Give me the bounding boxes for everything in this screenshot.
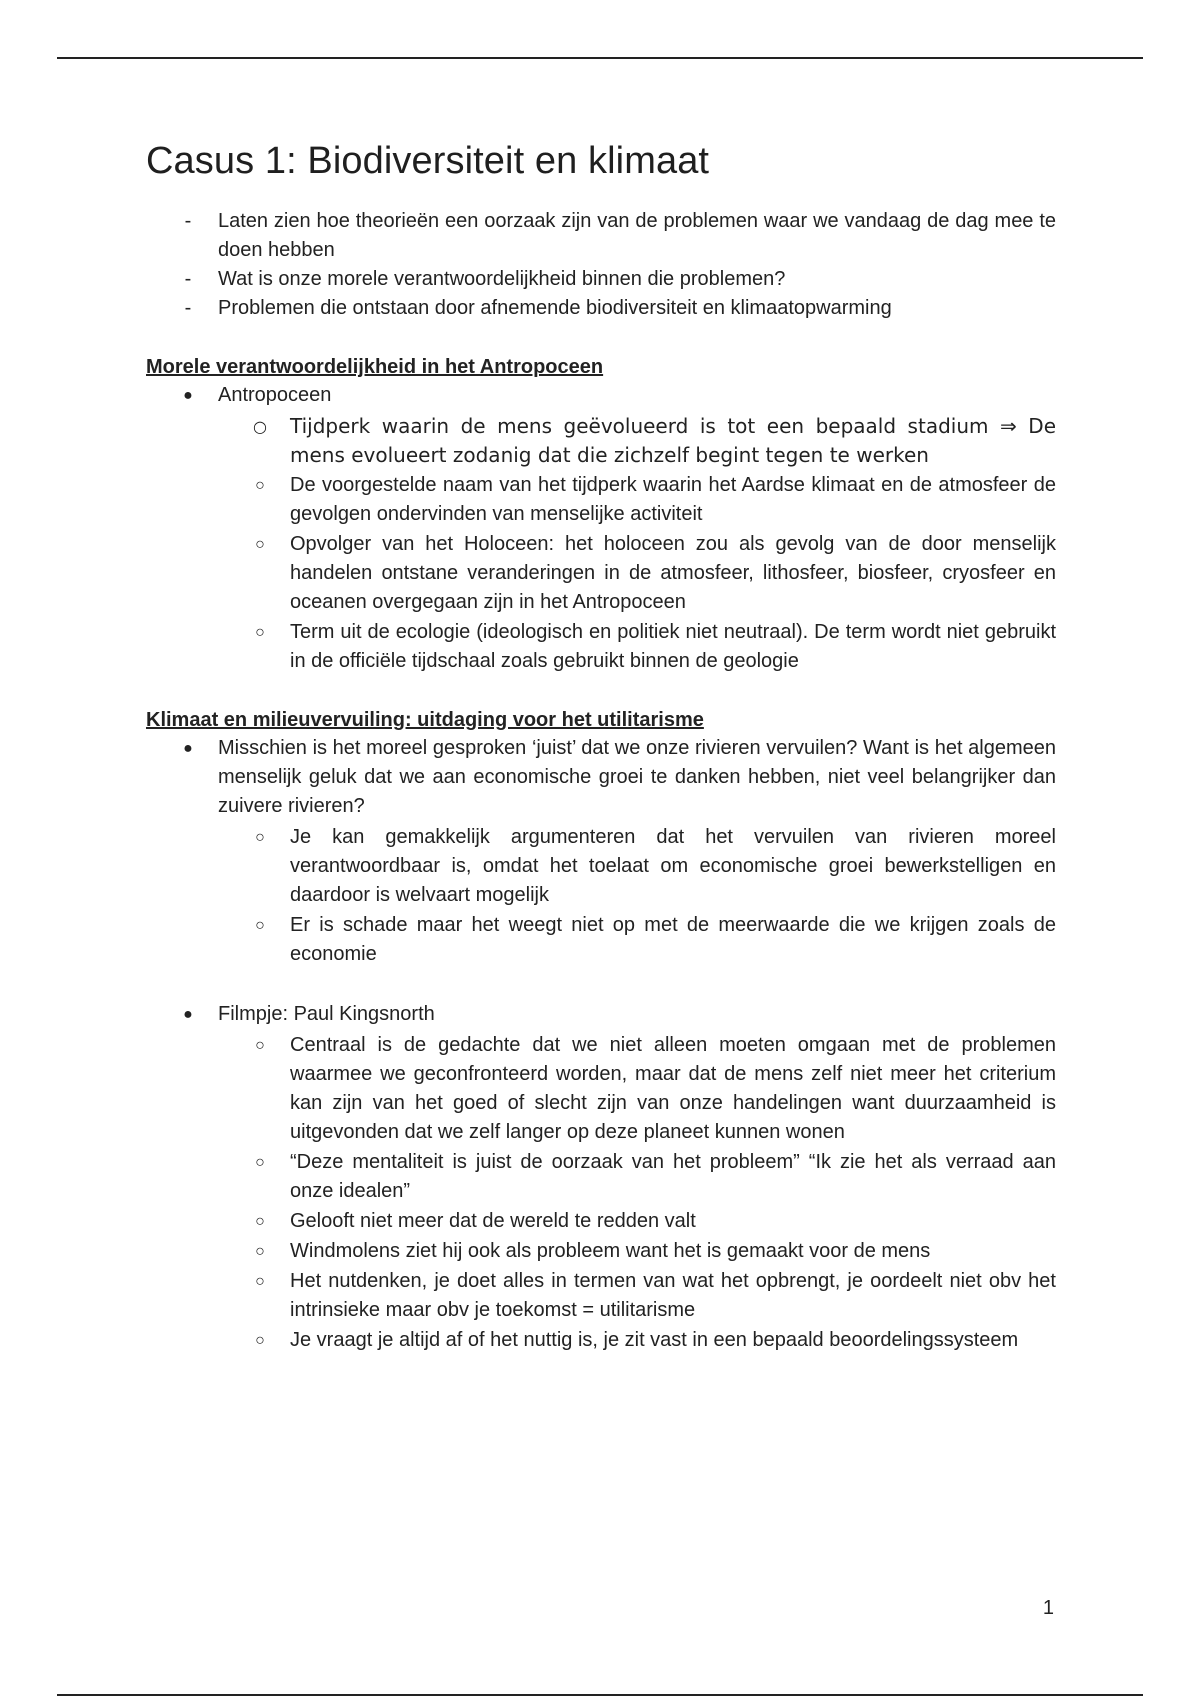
circle-bullet-icon: ○ [255,1332,265,1349]
sublist-item-text: De voorgestelde naam van het tijdperk waarin het Aardse klimaat en de atmosfeer de gevolgen ondervinden van menselijke activiteit [290,474,1056,525]
list-item [146,1000,1056,1355]
circle-bullet-icon: ○ [255,917,265,934]
section-heading-utilitarisme: Klimaat en milieuvervuiling: uitdaging voor het utilitarisme [146,709,704,731]
circle-bullet-icon: ○ [255,1243,265,1260]
circle-bullet-icon: ○ [255,1213,265,1230]
list-item [146,294,1056,323]
sublist-item [218,1148,1056,1206]
sublist-item-text: Er is schade maar het weegt niet op met de meerwaarde die we krijgen zoals de economie [290,914,1056,965]
circle-bullet-icon: ○ [255,477,265,494]
sublist-item [218,618,1056,676]
sublist-item [218,412,1056,470]
sublist-item [218,1326,1056,1355]
list-item [146,734,1056,969]
circle-bullet-icon: ○ [255,829,265,846]
sublist-item-text: Gelooft niet meer dat de wereld te redden valt [290,1210,696,1232]
bullet-icon: ● [183,740,193,757]
list-item-text: Wat is onze morele verantwoordelijkheid binnen die problemen? [218,268,786,290]
sublist-item [218,1267,1056,1325]
list-item-text: Problemen die ontstaan door afnemende biodiversiteit en klimaatopwarming [218,297,892,319]
sublist [218,823,1056,969]
sublist-item [218,530,1056,617]
list-item [146,207,1056,265]
section-heading-antropoceen: Morele verantwoordelijkheid in het Antropoceen [146,356,604,378]
sublist-item [218,1031,1056,1147]
bullet-icon: ● [183,1006,193,1023]
sublist-item-text: Tijdperk waarin de mens geëvolueerd is tot een bepaald stadium ⇒ De mens evolueert zodanig dat die zichzelf begint tegen te werken [290,414,1056,467]
blank-line [146,970,1056,1000]
circle-bullet-icon: ○ [255,1273,265,1290]
sublist [218,412,1056,676]
dash-marker: - [184,268,192,290]
sublist-item-text: Je kan gemakkelijk argumenteren dat het vervuilen van rivieren moreel verantwoordbaar is, omdat het toelaat om economische groei bewerkstelligen en daardoor is welvaart mogelijk [290,826,1056,906]
section2-list [146,734,1056,1355]
list-item [146,265,1056,294]
list-item-text: Antropoceen [218,384,332,406]
circle-bullet-icon: ○ [255,1154,265,1171]
top-rule [57,57,1143,59]
list-item-text: Misschien is het moreel gesproken ‘juist’ dat we onze rivieren vervuilen? Want is het algemeen menselijk geluk dat we aan economische groei te danken hebben, niet veel belangrijker dan zuivere rivieren? [218,737,1056,817]
sublist-item [218,911,1056,969]
sublist-item-text: Je vraagt je altijd af of het nuttig is, je zit vast in een bepaald beoordelingssysteem [290,1329,1019,1351]
circle-bullet-icon: ○ [255,624,265,641]
section1-list [146,381,1056,676]
circle-bullet-icon: ○ [255,536,265,553]
sublist-item [218,823,1056,910]
sublist-item-text: Centraal is de gedachte dat we niet alleen moeten omgaan met de problemen waarmee we geconfronteerd worden, maar dat de mens zelf niet meer het criterium kan zijn van het goed of slecht zijn van onze handelingen want duurzaamheid is uitgevonden dat we zelf langer op deze planeet kunnen wonen [290,1034,1056,1143]
bullet-icon: ● [183,387,193,404]
sublist-item-text: Het nutdenken, je doet alles in termen van wat het opbrengt, je oordeelt niet obv het intrinsieke maar obv je toekomst = utilitarisme [290,1270,1056,1321]
circle-bullet-icon: ○ [253,417,267,436]
sublist-item-text: Opvolger van het Holoceen: het holoceen zou als gevolg van de door menselijk handelen ontstane veranderingen in de atmosfeer, lithosfeer, biosfeer, cryosfeer en oceanen overgegaan zijn in het Antropoceen [290,533,1056,613]
sublist-item-text: Windmolens ziet hij ook als probleem want het is gemaakt voor de mens [290,1240,931,1262]
sublist-item-text: “Deze mentaliteit is juist de oorzaak van het probleem” “Ik zie het als verraad aan onze idealen” [290,1151,1056,1202]
sublist-item [218,1237,1056,1266]
sublist-item [218,471,1056,529]
intro-list [146,207,1056,323]
sublist-item-text: Term uit de ecologie (ideologisch en politiek niet neutraal). De term wordt niet gebruikt in de officiële tijdschaal zoals gebruikt binnen de geologie [290,621,1056,672]
list-item-text: Filmpje: Paul Kingsnorth [218,1003,435,1025]
list-item-text: Laten zien hoe theorieën een oorzaak zijn van de problemen waar we vandaag de dag mee te doen hebben [218,210,1056,261]
dash-marker: - [184,297,192,319]
circle-bullet-icon: ○ [255,1037,265,1054]
sublist-item [218,1207,1056,1236]
bottom-rule [57,1694,1143,1696]
page-number: 1 [1042,1597,1054,1619]
list-item [146,381,1056,676]
document-body [146,140,1056,1356]
page-title: Casus 1: Biodiversiteit en klimaat [146,140,710,182]
sublist [218,1031,1056,1355]
dash-marker: - [184,210,192,232]
